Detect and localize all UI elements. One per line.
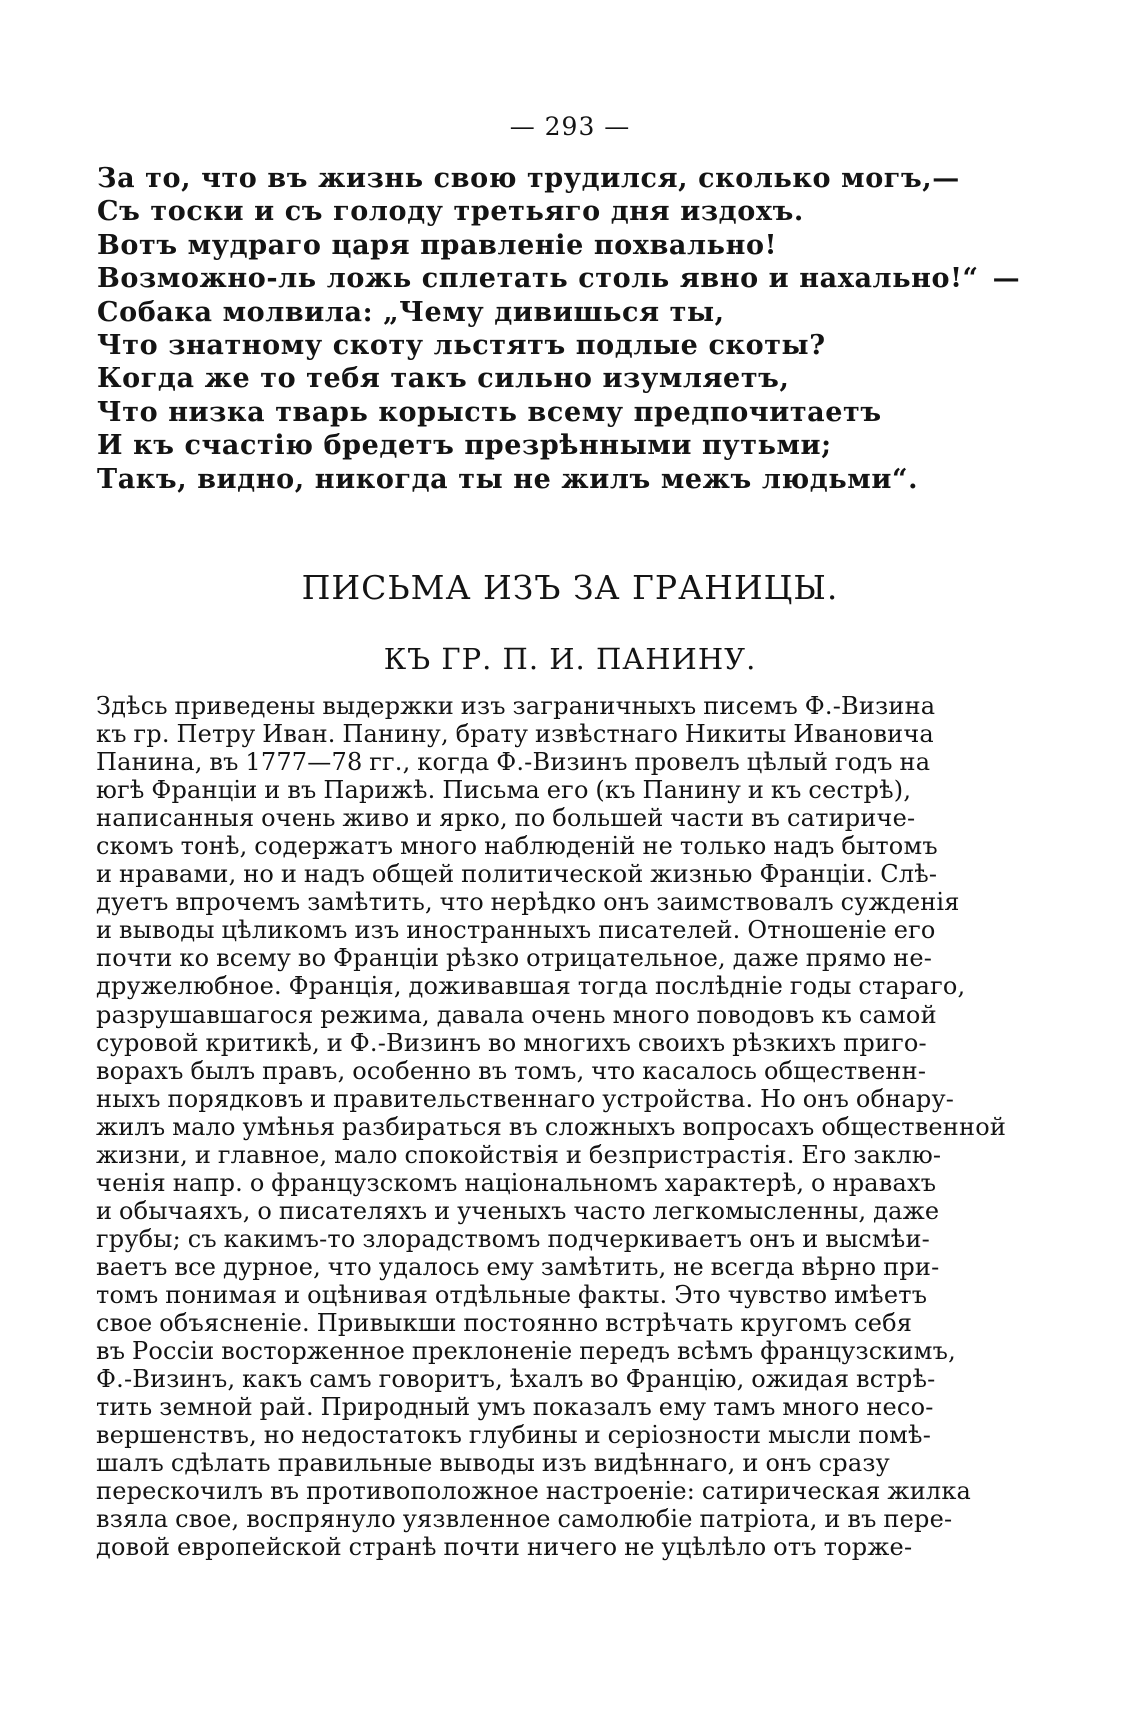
body-line: перескочилъ въ противоположное настроеніе: сатирическая жилка	[96, 1477, 972, 1506]
body-line: написанныя очень живо и ярко, по большей части въ сатириче-	[96, 804, 916, 833]
poem-line: Вотъ мудраго царя правленіе похвально!	[97, 229, 778, 261]
body-line: и обычаяхъ, о писателяхъ и ученыхъ часто легкомысленны, даже	[96, 1196, 940, 1225]
body-line: и нравами, но и надъ общей политической жизнью Франціи. Слѣ-	[96, 860, 938, 889]
poem-line: Съ тоски и съ голоду третьяго дня издохъ.	[97, 196, 804, 228]
body-line: шалъ сдѣлать правильные выводы изъ видѣннаго, и онъ сразу	[96, 1449, 890, 1478]
body-line: свое объясненіе. Привыкши постоянно встрѣчать кругомъ себя	[96, 1309, 913, 1338]
body-line: разрушавшагося режима, давала очень много поводовъ къ самой	[96, 1000, 937, 1029]
body-line: Ф.-Визинъ, какъ самъ говоритъ, ѣхалъ во Францію, ожидая встрѣ-	[96, 1365, 936, 1394]
section-title: ПИСЬМА ИЗЪ ЗА ГРАНИЦЫ.	[301, 568, 839, 607]
body-line: дружелюбное. Франція, доживавшая тогда послѣдніе годы стараго,	[96, 972, 966, 1001]
body-line: югѣ Франціи и въ Парижѣ. Письма его (къ Панину и къ сестрѣ),	[96, 776, 912, 805]
body-line: скомъ тонѣ, содержатъ много наблюденій не только надъ бытомъ	[96, 832, 938, 861]
body-line: Здѣсь приведены выдержки изъ заграничныхъ писемъ Ф.-Визина	[96, 692, 936, 720]
poem-stanza	[97, 162, 1021, 496]
poem-line: Собака молвила: „Чему дивишься ты,	[97, 296, 725, 328]
body-line: Панина, въ 1777—78 гг., когда Ф.-Визинъ провелъ цѣлый годъ на	[96, 748, 931, 777]
body-line: взяла свое, воспрянуло уязвленное самолюбіе патріота, и въ пере-	[96, 1505, 953, 1534]
poem-line: Когда же то тебя такъ сильно изумляетъ,	[97, 363, 790, 395]
body-line: дуетъ впрочемъ замѣтить, что нерѣдко онъ заимствовалъ сужденія	[96, 888, 960, 917]
poem-line: И къ счастію бредетъ презрѣнными путьми;	[97, 430, 832, 462]
poem-line: Такъ, видно, никогда ты не жилъ межъ людьми“.	[97, 463, 919, 495]
body-line: жизни, и главное, мало спокойствія и безпристрастія. Его заклю-	[96, 1140, 942, 1169]
body-line: суровой критикѣ, и Ф.-Визинъ во многихъ своихъ рѣзкихъ приго-	[96, 1028, 927, 1057]
body-line: ваетъ все дурное, что удалось ему замѣтить, не всегда вѣрно при-	[96, 1252, 940, 1281]
section-subtitle: КЪ ГР. П. И. ПАНИНУ.	[383, 642, 757, 676]
body-line: въ Россіи восторженное преклоненіе передъ всѣмъ французскимъ,	[96, 1337, 956, 1366]
body-line: жилъ мало умѣнья разбираться въ сложныхъ вопросахъ общественной	[96, 1112, 1007, 1141]
body-line: грубы; съ какимъ-то злорадствомъ подчеркиваетъ онъ и высмѣи-	[96, 1224, 930, 1253]
poem-line: Что знатному скоту льстятъ подлые скоты?	[97, 329, 826, 361]
body-line: довой европейской странѣ почти ничего не уцѣлѣло отъ торже-	[96, 1533, 913, 1562]
body-line: ныхъ порядковъ и правительственнаго устройства. Но онъ обнару-	[96, 1084, 955, 1113]
body-line: ворахъ былъ правъ, особенно въ томъ, что касалось общественн-	[96, 1056, 927, 1085]
body-line: вершенствъ, но недостатокъ глубины и серіозности мысли помѣ-	[96, 1421, 932, 1450]
body-line: томъ понимая и оцѣнивая отдѣльные факты. Это чувство имѣетъ	[96, 1280, 928, 1309]
poem-line: За то, что въ жизнь свою трудился, сколько могъ,—	[97, 163, 960, 194]
poem-line: Что низка тварь корысть всему предпочитаетъ	[97, 396, 882, 428]
body-line: къ гр. Петру Иван. Панину, брату извѣстнаго Никиты Ивановича	[96, 720, 934, 749]
poem-line-text: Возможно-ль ложь сплетать столь явно и нахально!“	[97, 263, 979, 295]
body-line: тить земной рай. Природный умъ показалъ ему тамъ много несо-	[96, 1393, 934, 1422]
page-number: — 293 —	[509, 112, 631, 141]
body-line: и выводы цѣликомъ изъ иностранныхъ писателей. Отношеніе его	[96, 916, 936, 945]
poem-trailing-dash: —	[992, 263, 1021, 295]
body-line: ченія напр. о французскомъ національномъ характерѣ, о нравахъ	[96, 1168, 937, 1197]
body-paragraph	[96, 692, 1007, 1562]
body-line: почти ко всему во Франціи рѣзко отрицательное, даже прямо не-	[96, 944, 933, 973]
poem-line	[97, 262, 1021, 295]
